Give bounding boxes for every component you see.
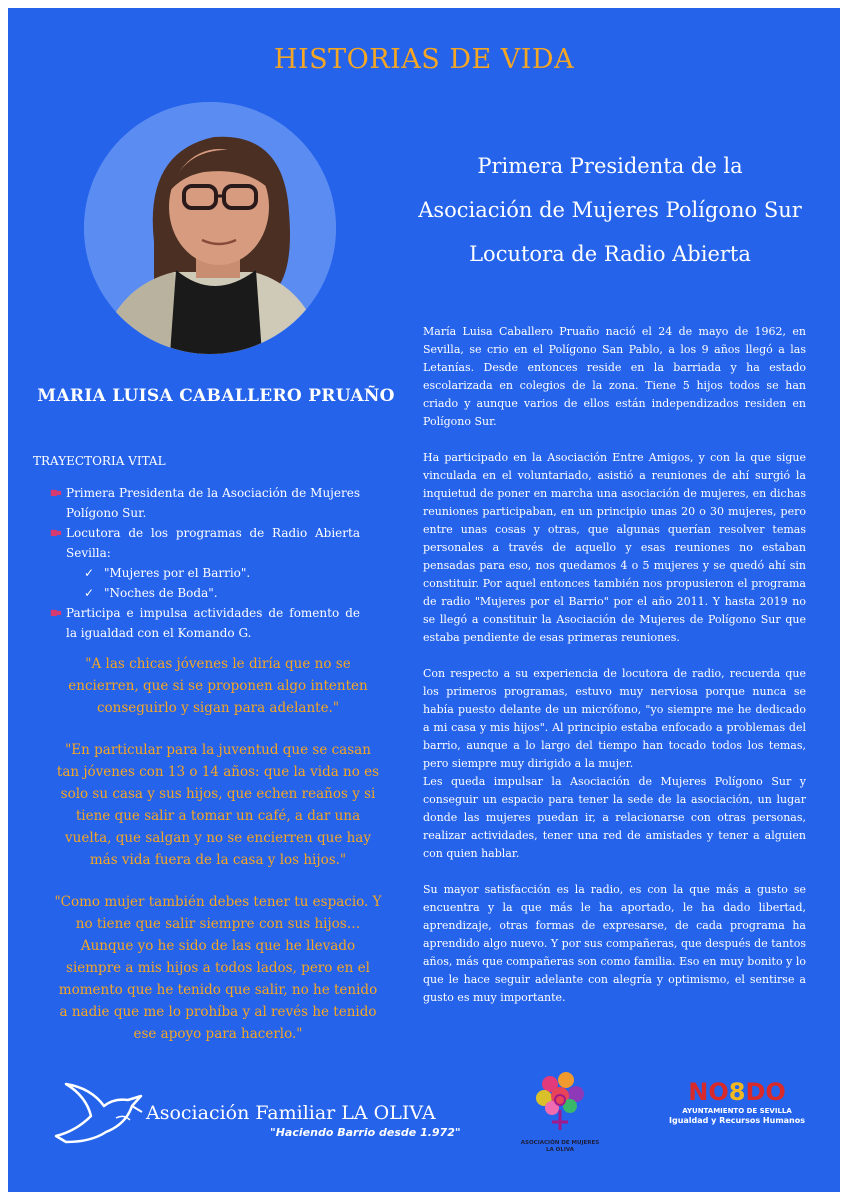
checkmark-icon: ✓: [84, 566, 95, 580]
quote: "A las chicas jóvenes le diría que no se encierren, que si se proponen algo intenten conseguirlo y sigan para adelante.": [68, 656, 368, 716]
bio-paragraph: Su mayor satisfacción es la radio, es con la que más a gusto se encuentra y la que más le ha aportado, le ha dado libertad, aprendizaje, otras formas de expresarse, de cada programa ha aprendido algo nuevo. Y por sus compañeras, que después de tantos años, más que compañeras son como familia. Eso en muy bonito y lo que le hace seguir adelante con alegría y optimismo, el sentirse a gusto es muy importante.: [423, 883, 806, 1004]
bio-paragraph: Ha participado en la Asociación Entre Amigos, y con la que sigue vinculada en el voluntariado, asistió a reuniones de ahí surgió la inquietud de poner en marcha una asociación de mujeres, en dichas reuniones participaban, en un principio unas 20 o 30 mujeres, pero entre unas cosas y otras, que algunas querían resolver temas personales a través de aquello y esas reuniones no estaban pensadas para eso, nos quedamos 4 o 5 mujeres y se quedó ahí sin constituir. Por aquel entonces también nos propusieron el programa de radio "Mujeres por el Barrio" por el año 2011. Y hasta 2019 no se llegó a constituir la Asociación de Mujeres de Polígono Sur que estaba pendiente de esas primeras reuniones.: [423, 451, 806, 644]
bio-paragraph: María Luisa Caballero Pruaño nació el 24 de mayo de 1962, en Sevilla, se crio en el Polígono San Pablo, a los 9 años llegó a las Letanías. Desde entonces reside en la barriada y ha estado escolarizada en colegios de la zona. Tiene 5 hijos todos se han criado y aunque varios de ellos están independizados residen en Polígono Sur.: [423, 325, 806, 428]
quote: "Como mujer también debes tener tu espacio. Y no tiene que salir siempre con sus hijos… Aunque yo he sido de las que he llevado siempre a mis hijos a todos lados, pero en el momento que he tenido que salir, no he tenido a nadie que me lo prohíba y al revés he tenido ese apoyo para hacerlo.": [54, 894, 382, 1042]
list-subitem: ✓ "Noches de Boda".: [50, 583, 360, 603]
bullet-icon: ■▪: [50, 528, 61, 537]
quote: "En particular para la juventud que se casan tan jóvenes con 13 o 14 años: que la vida no es solo su casa y sus hijos, que echen reaños y si tiene que salir a tomar un café, a dar una vuelta, que salgan y no se encierren que hay más vida fuera de la casa y los hijos.": [56, 742, 380, 868]
portrait-photo: [84, 102, 336, 354]
page-title: HISTORIAS DE VIDA: [273, 44, 575, 75]
no8do-mark: NO8DO: [688, 1078, 786, 1106]
no8do-logo: [662, 1078, 812, 1126]
bio-paragraph: Les queda impulsar la Asociación de Mujeres Polígono Sur y conseguir un espacio para tener la sede de la asociación, un lugar donde las mujeres puedan ir, a relacionarse con otras personas, realizar actividades, tener una red de amistades y tener a alguien con quien hablar.: [423, 775, 806, 860]
trayectoria-list: [50, 483, 360, 643]
list-item: ■▪ Primera Presidenta de la Asociación de Mujeres Polígono Sur.: [50, 483, 360, 523]
poster: [8, 8, 840, 1192]
bullet-icon: ■▪: [50, 608, 61, 617]
portrait-illustration: [84, 102, 336, 354]
association-slogan: "Haciendo Barrio desde 1.972": [270, 1126, 461, 1139]
dove-logo-icon: [46, 1076, 146, 1160]
biography: [423, 323, 806, 1007]
list-item: ■▪ Locutora de los programas de Radio Abierta Sevilla:: [50, 523, 360, 563]
association-name: Asociación Familiar LA OLIVA: [146, 1102, 436, 1124]
logo-caption: LA OLIVA: [545, 1147, 575, 1153]
list-item: ■▪ Participa e impulsa actividades de fomento de la igualdad con el Komando G.: [50, 603, 360, 643]
bio-paragraph: Con respecto a su experiencia de locutora de radio, recuerda que los primeros programas, estuvo muy nerviosa porque nunca se había puesto delante de un micrófono, "yo siempre me he dedicado a mi casa y mis hijos". Al principio estaba enfocado a problemas del barrio, aunque a lo largo del tiempo han tocado todos los temas, pero siempre muy dirigido a la mujer.: [423, 667, 806, 770]
subtitle-line: Primera Presidenta de la: [477, 154, 743, 178]
bullet-icon: ■▪: [50, 488, 61, 497]
no8do-caption: AYUNTAMIENTO DE SEVILLA: [682, 1107, 792, 1115]
list-subitem: ✓ "Mujeres por el Barrio".: [50, 563, 360, 583]
subtitle-line: Locutora de Radio Abierta: [469, 242, 751, 266]
quotes-block: [54, 653, 382, 1065]
flower-female-icon: [530, 1070, 590, 1136]
subtitle-line: Asociación de Mujeres Polígono Sur: [418, 198, 802, 222]
asociacion-mujeres-logo: [514, 1070, 606, 1154]
no8do-caption: Igualdad y Recursos Humanos: [668, 1116, 806, 1125]
person-name: MARIA LUISA CABALLERO PRUAÑO: [37, 386, 395, 406]
logo-caption: ASOCIACIÓN DE MUJERES: [520, 1140, 600, 1146]
subtitle-block: [398, 144, 822, 276]
checkmark-icon: ✓: [84, 586, 95, 600]
trayectoria-heading: TRAYECTORIA VITAL: [33, 454, 166, 468]
